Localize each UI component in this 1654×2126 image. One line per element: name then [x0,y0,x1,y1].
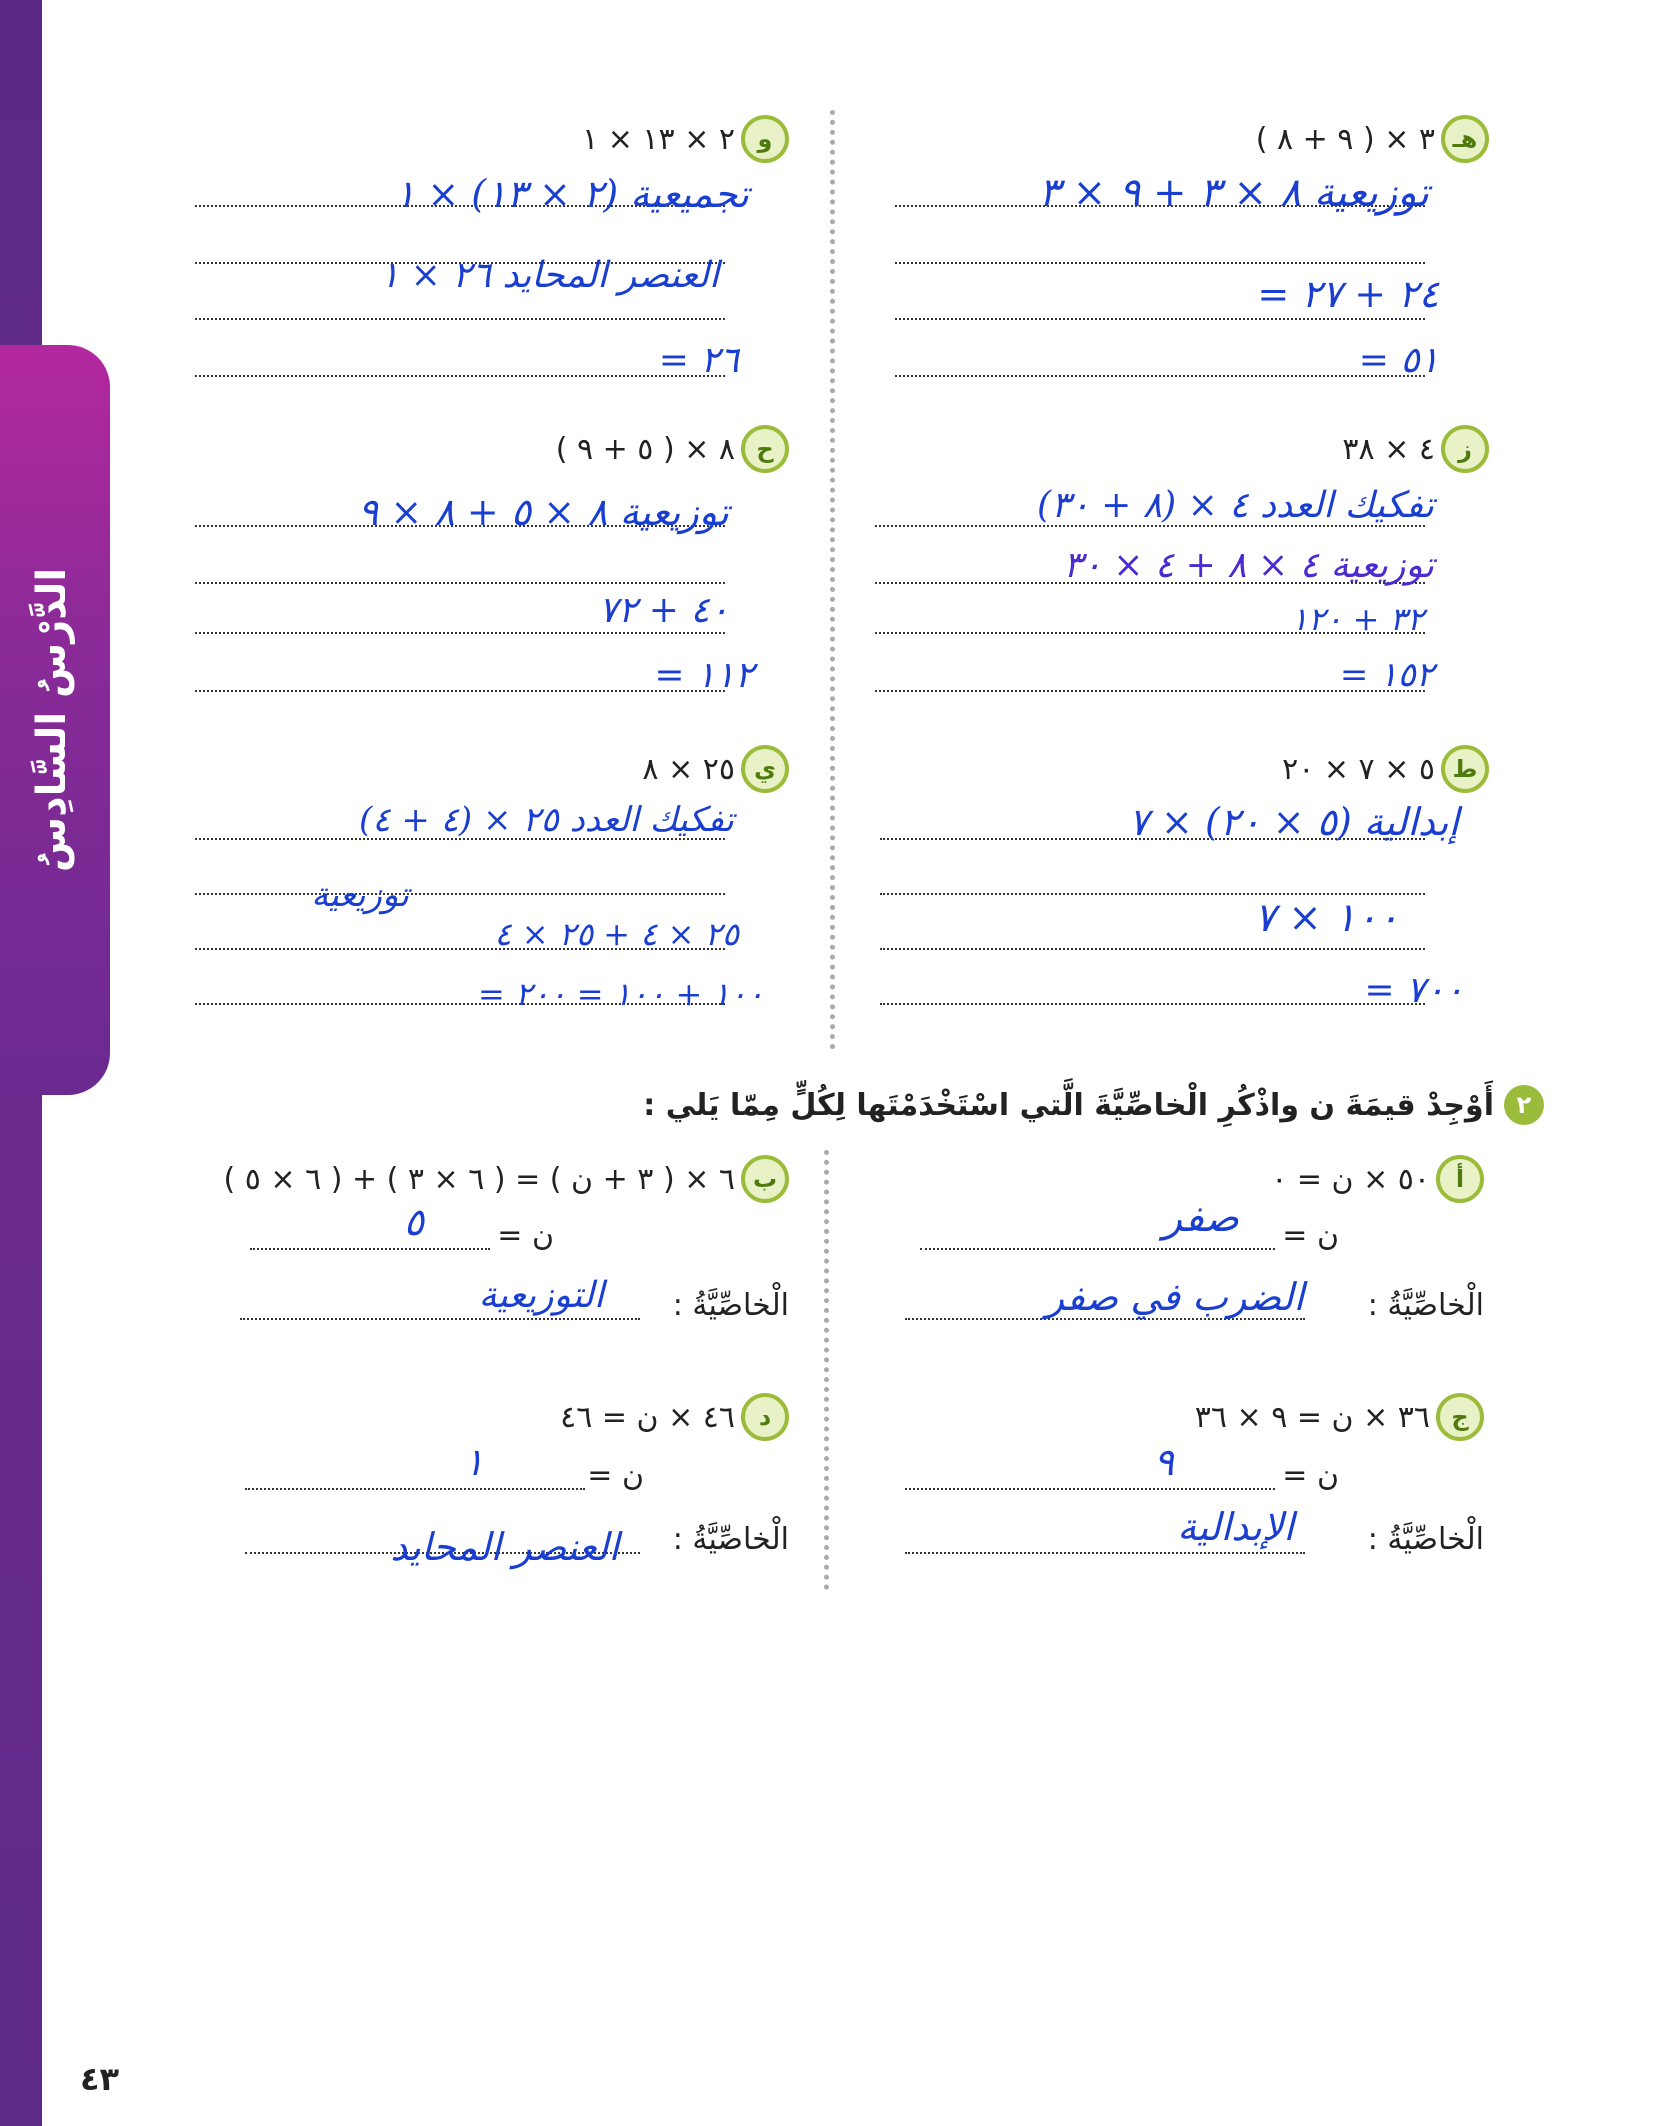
handwritten-work: توزيعية ٨ × ٣ + ٩ × ٣ [1038,170,1429,216]
problem-b [223,1155,789,1203]
problem-y [642,745,789,793]
handwritten-work: ١٠٠ + ١٠٠ = ٢٠٠ = [478,975,764,1013]
answer-property: الضرب في صفر [1045,1275,1304,1319]
problem-badge: ز [1441,425,1489,473]
problem-badge: ج [1436,1393,1484,1441]
handwritten-work: توزيعية ٤ × ٨ + ٤ × ٣٠ [1063,545,1434,586]
handwritten-work: ٤٠ + ٧٢ [598,590,729,631]
n-label: ن = [1282,1218,1339,1253]
answer-property: التوزيعية [478,1275,604,1316]
problem-j [1195,1393,1484,1441]
problem-ha [556,425,789,473]
answer-property: العنصر المحايد [390,1525,619,1569]
question-2-heading [643,1085,1544,1125]
answer-n: ١ [463,1440,484,1484]
handwritten-work: ٥١ = [1358,340,1439,381]
problem-expression: ٢ × ١٣ × ١ [582,121,735,157]
problem-badge: ي [741,745,789,793]
problem-w [582,115,789,163]
answer-line [880,1003,1425,1005]
handwritten-work: توزيعية [311,875,409,915]
answer-property: الإبدالية [1177,1505,1294,1549]
property-label: الْخاصِّيَّةُ : [672,1522,789,1557]
problem-badge: د [741,1393,789,1441]
problem-badge: و [741,115,789,163]
handwritten-work: ٣٢ + ١٢٠ [1290,600,1424,638]
answer-line [245,1488,585,1490]
n-label: ن = [1282,1458,1339,1493]
problem-expression: ٤ × ٣٨ [1342,431,1435,467]
problem-expression: ٤٦ × ن = ٤٦ [560,1399,735,1435]
question-instruction: أَوْجِدْ قيمَةَ ن واذْكُرِ الْخاصِّيَّةَ الَّتي اسْتَخْدَمْتَها لِكُلٍّ مِمّا يَلي : [643,1087,1494,1123]
answer-line [895,318,1425,320]
problem-expression: ٦ × ( ٣ + ن ) = ( ٦ × ٣ ) + ( ٦ × ٥ ) [223,1161,735,1197]
problem-badge: ب [741,1155,789,1203]
problem-badge: هـ [1441,115,1489,163]
problem-d [560,1393,789,1441]
handwritten-work: العنصر المحايد ٢٦ × ١ [379,255,719,296]
question-number: ٢ [1504,1085,1544,1125]
answer-line [895,262,1425,264]
n-label: ن = [587,1458,644,1493]
handwritten-work: ١١٢ = [654,655,754,696]
problem-badge: أ [1436,1155,1484,1203]
answer-line [195,375,725,377]
answer-line [195,690,725,692]
problem-expression: ٥ × ٧ × ٢٠ [1282,751,1435,787]
answer-line [195,318,725,320]
answer-line [895,375,1425,377]
problem-badge: ط [1441,745,1489,793]
problem-expression: ٨ × ( ٥ + ٩ ) [555,431,735,467]
problem-expression: ٥٠ × ن = ٠ [1271,1161,1430,1197]
property-label: الْخاصِّيَّةُ : [1367,1288,1484,1323]
problem-h [1256,115,1489,163]
column-divider [830,110,835,1050]
problem-ta [1282,745,1489,793]
handwritten-work: تجميعية (٢ × ١٣) × ١ [394,172,749,216]
answer-line [905,1488,1275,1490]
answer-line [905,1552,1305,1554]
handwritten-work: تفكيك العدد ٤ × (٨ + ٣٠) [1036,485,1434,526]
handwritten-work: إبدالية (٥ × ٢٠) × ٧ [1128,800,1459,844]
handwritten-work: ٧٠٠ = [1364,970,1464,1011]
handwritten-work: ١٠٠ × ٧ [1254,895,1399,941]
handwritten-work: ٢٦ = [658,340,739,381]
answer-line [240,1318,640,1320]
answer-n: صفر [1162,1195,1239,1241]
handwritten-work: ٢٤ + ٢٧ = [1257,272,1439,316]
property-label: الْخاصِّيَّةُ : [1367,1522,1484,1557]
problem-expression: ٣ × ( ٩ + ٨ ) [1255,121,1435,157]
problem-z [1342,425,1489,473]
answer-line [195,582,725,584]
problem-expression: ٣٦ × ن = ٩ × ٣٦ [1194,1399,1430,1435]
property-label: الْخاصِّيَّةُ : [672,1288,789,1323]
n-label: ن = [497,1218,554,1253]
handwritten-work: توزيعية ٨ × ٥ + ٨ × ٩ [357,490,729,534]
handwritten-work: ١٥٢ = [1339,655,1434,695]
problem-expression: ٢٥ × ٨ [642,751,735,787]
column-divider [824,1150,829,1590]
answer-line [880,948,1425,950]
answer-n: ٥ [403,1200,424,1244]
lesson-title: الدَّرْسُ السَّادِسُ [29,567,75,873]
answer-line [195,893,725,895]
answer-line [920,1248,1275,1250]
handwritten-work: ٢٥ × ٤ + ٢٥ × ٤ [494,915,739,953]
handwritten-work: تفكيك العدد ٢٥ × (٤ + ٤) [359,800,734,840]
problem-badge: ح [741,425,789,473]
answer-line [250,1248,490,1250]
problem-a [1271,1155,1484,1203]
answer-n: ٩ [1153,1440,1174,1484]
page-number: ٤٣ [80,2060,120,2098]
answer-line [195,632,725,634]
